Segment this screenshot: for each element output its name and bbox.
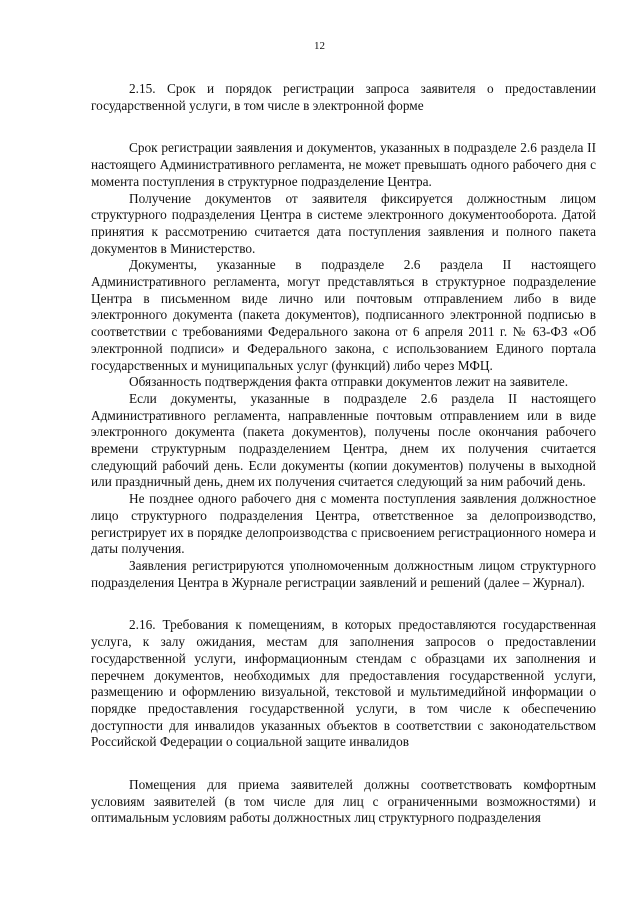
paragraph: Заявления регистрируются уполномоченным должностным лицом структурного подразделения Центра в Журнале регистрации заявлений и решений (далее – Журнал). [91, 557, 596, 590]
page-number: 12 [314, 40, 325, 52]
paragraph: Помещения для приема заявителей должны соответствовать комфортным условиям заявителей (в том числе для лиц с ограниченными возможностями) и оптимальным условиям работы должностных лиц структурного подразделения [91, 777, 596, 826]
section-heading-2-15: 2.15. Срок и порядок регистрации запроса заявителя о предоставлении государственной услуги, в том числе в электронной форме [91, 81, 596, 113]
document-body [91, 81, 596, 827]
paragraph: Обязанность подтверждения факта отправки документов лежит на заявителе. [129, 374, 569, 390]
paragraph: Получение документов от заявителя фиксируется должностным лицом структурного подразделения Центра в системе электронного документооборота. Датой принятия к рассмотрению считается дата поступления заявления и полного пакета документов в Министерство. [91, 190, 596, 256]
paragraph: Документы, указанные в подразделе 2.6 раздела II настоящего Административного регламента, могут представляться в структурное подразделение Центра в письменном виде лично или почтовым отправлением либо в виде электронного документа (пакета документов), подписанного электронной подписью в соответствии с требованиями Федерального закона от 6 апреля 2011 г. № 63-ФЗ «Об электронной подписи» и Федерального закона, с использованием Единого портала государственных и муниципальных услуг (функций) либо через МФЦ. [91, 257, 596, 373]
section-heading-2-16: 2.16. Требования к помещениям, в которых предоставляются государственная услуга, к залу ожидания, местам для заполнения запросов о предоставлении государственной услуги, информационным стендам с образцами их заполнения и перечнем документов, необходимых для предоставления государственной услуги, размещению и оформлению визуальной, текстовой и мультимедийной информации о порядке предоставления государственной услуги, в том числе к обеспечению доступности для инвалидов указанных объектов в соответствии с законодательством Российской Федерации о социальной защите инвалидов [91, 617, 596, 750]
paragraph: Не позднее одного рабочего дня с момента поступления заявления должностное лицо структурного подразделения Центра, ответственное за делопроизводство, регистрирует их в порядке делопроизводства с присвоением регистрационного номера и даты получения. [91, 491, 596, 557]
paragraph: Если документы, указанные в подразделе 2.6 раздела II настоящего Административного регламента, направленные почтовым отправлением или в виде электронного документа (пакета документов), получены после окончания рабочего времени структурным подразделением Центра, днем их получения считается следующий рабочий день. Если документы (копии документов) получены в выходной или праздничный день, днем их получения считается следующий за ним рабочий день. [91, 390, 596, 490]
paragraph: Срок регистрации заявления и документов, указанных в подразделе 2.6 раздела II настоящего Административного регламента, не может превышать одного рабочего дня с момента поступления в структурное подразделение Центра. [91, 140, 596, 189]
